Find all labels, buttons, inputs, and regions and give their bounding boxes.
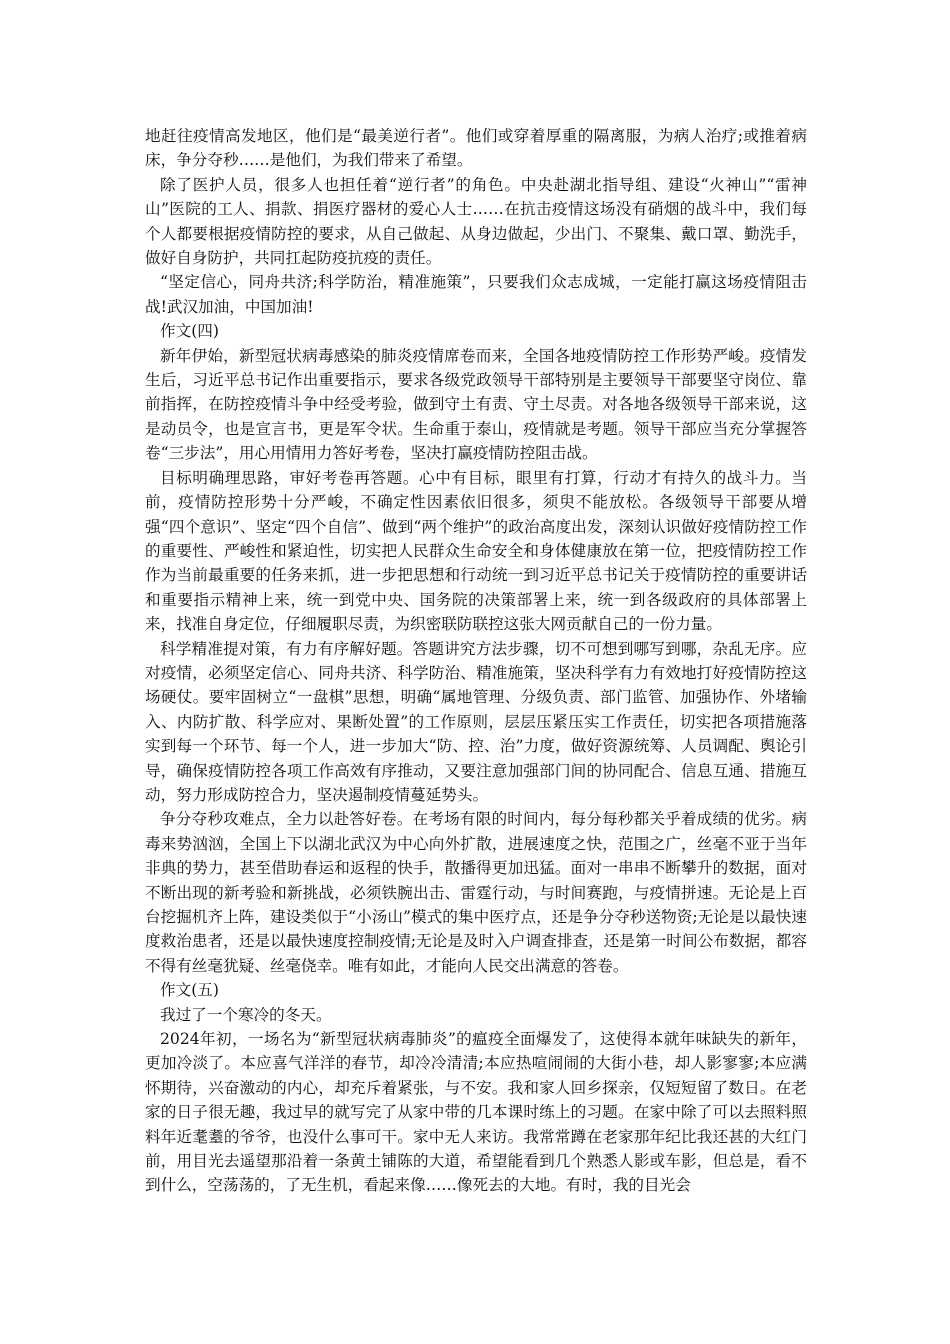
paragraph-0: 地赶往疫情高发地区，他们是“最美逆行者”。他们或穿着厚重的隔离服，为病人治疗;或推着病床，争分夺秒……是他们，为我们带来了希望。 xyxy=(145,127,807,170)
paragraph-1: 除了医护人员，很多人也担任着“逆行者”的角色。中央赴湖北指导组、建设“火神山”“雷神山”医院的工人、捐款、捐医疗器材的爱心人士……在抗击疫情这场没有硝烟的战斗中，我们每个人都要根据疫情防控的要求，从自己做起、从身边做起，少出门、不聚集、戴口罩、勤洗手，做好自身防护，共同扛起防疫抗疫的责任。 xyxy=(145,175,807,268)
paragraph-2: “坚定信心，同舟共济;科学防治，精准施策”，只要我们众志成城，一定能打赢这场疫情阻击战!武汉加油，中国加油! xyxy=(145,273,807,316)
paragraph-4: 目标明确理思路，审好考卷再答题。心中有目标，眼里有打算，行动才有持久的战斗力。当前，疫情防控形势十分严峻，不确定性因素依旧很多，须臾不能放松。各级领导干部要从增强“四个意识”、坚定“四个自信”、做到“两个维护”的政治高度出发，深刻认识做好疫情防控工作的重要性、严峻性和紧迫性，切实把人民群众生命安全和身体健康放在第一位，把疫情防控工作作为当前最重要的任务来抓，进一步把思想和行动统一到习近平总书记关于疫情防控的重要讲话和重要指示精神上来，统一到党中央、国务院的决策部署上来，统一到各级政府的具体部署上来，找准自身定位，仔细履职尽责，为织密联防联控这张大网贡献自己的一份力量。 xyxy=(145,468,807,634)
section-heading-4: 作文(四) xyxy=(160,322,219,341)
section-heading-5: 作文(五) xyxy=(160,981,219,1000)
paragraph-3: 新年伊始，新型冠状病毒感染的肺炎疫情席卷而来，全国各地疫情防控工作形势严峻。疫情发生后，习近平总书记作出重要指示，要求各级党政领导干部特别是主要领导干部要坚守岗位、靠前指挥，在防控疫情斗争中经受考验，做到守土有责、守土尽责。对各地各级领导干部来说，这是动员令，也是宣言书，更是军令状。生命重于泰山，疫情就是考题。领导干部应当充分掌握答卷“三步法”，用心用情用力答好考卷，坚决打赢疫情防控阻击战。 xyxy=(145,346,807,463)
paragraph-5: 科学精准提对策，有力有序解好题。答题讲究方法步骤，切不可想到哪写到哪，杂乱无序。应对疫情，必须坚定信心、同舟共济、科学防治、精准施策，坚决科学有力有效地打好疫情防控这场硬仗。要牢固树立“一盘棋”思想，明确“属地管理、分级负责、部门监管、加强协作、外堵输入、内防扩散、科学应对、果断处置”的工作原则，层层压紧压实工作责任，切实把各项措施落实到每一个环节、每一个人，进一步加大“防、控、治”力度，做好资源统筹、人员调配、舆论引导，确保疫情防控各项工作高效有序推动，又要注意加强部门间的协同配合、信息互通、措施互动，努力形成防控合力，坚决遏制疫情蔓延势头。 xyxy=(145,639,807,804)
paragraph-7: 我过了一个寒冷的冬天。 xyxy=(160,1005,332,1024)
paragraph-6: 争分夺秒攻难点，全力以赴答好卷。在考场有限的时间内，每分每秒都关乎着成绩的优劣。病毒来势汹汹，全国上下以湖北武汉为中心向外扩散，进展速度之快，范围之广，丝毫不亚于当年非典的势力，甚至借助春运和返程的快手，散播得更加迅猛。面对一串串不断攀升的数据，面对不断出现的新考验和新挑战，必须铁腕出击、雷霆行动，与时间赛跑，与疫情拼速。无论是上百台挖掘机齐上阵，建设类似于“小汤山”模式的集中医疗点，还是争分夺秒送物资;无论是以最快速度救治患者，还是以最快速度控制疫情;无论是及时入户调查排查，还是第一时间公布数据，都容不得有丝毫犹疑、丝毫侥幸。唯有如此，才能向人民交出满意的答卷。 xyxy=(145,810,807,975)
paragraph-8: 2024年初，一场名为“新型冠状病毒肺炎”的瘟疫全面爆发了，这使得本就年味缺失的新年，更加冷淡了。本应喜气洋洋的春节，却冷冷清清;本应热喧闹闹的大街小巷，却人影寥寥;本应满怀期待，兴奋激动的内心，却充斥着紧张，与不安。我和家人回乡探亲，仅短短留了数日。在老家的日子很无趣，我过早的就写完了从家中带的几本课时练上的习题。在家中除了可以去照料照料年近耄耋的爷爷，也没什么事可干。家中无人来访。我常常蹲在老家那年纪比我还甚的大红门前，用目光去遥望那沿着一条黄土铺陈的大道，希望能看到几个熟悉人影或车影，但总是，看不到什么，空荡荡的，了无生机，看起来像……像死去的大地。有时，我的目光会 xyxy=(145,1030,807,1195)
document-page xyxy=(145,124,807,1198)
